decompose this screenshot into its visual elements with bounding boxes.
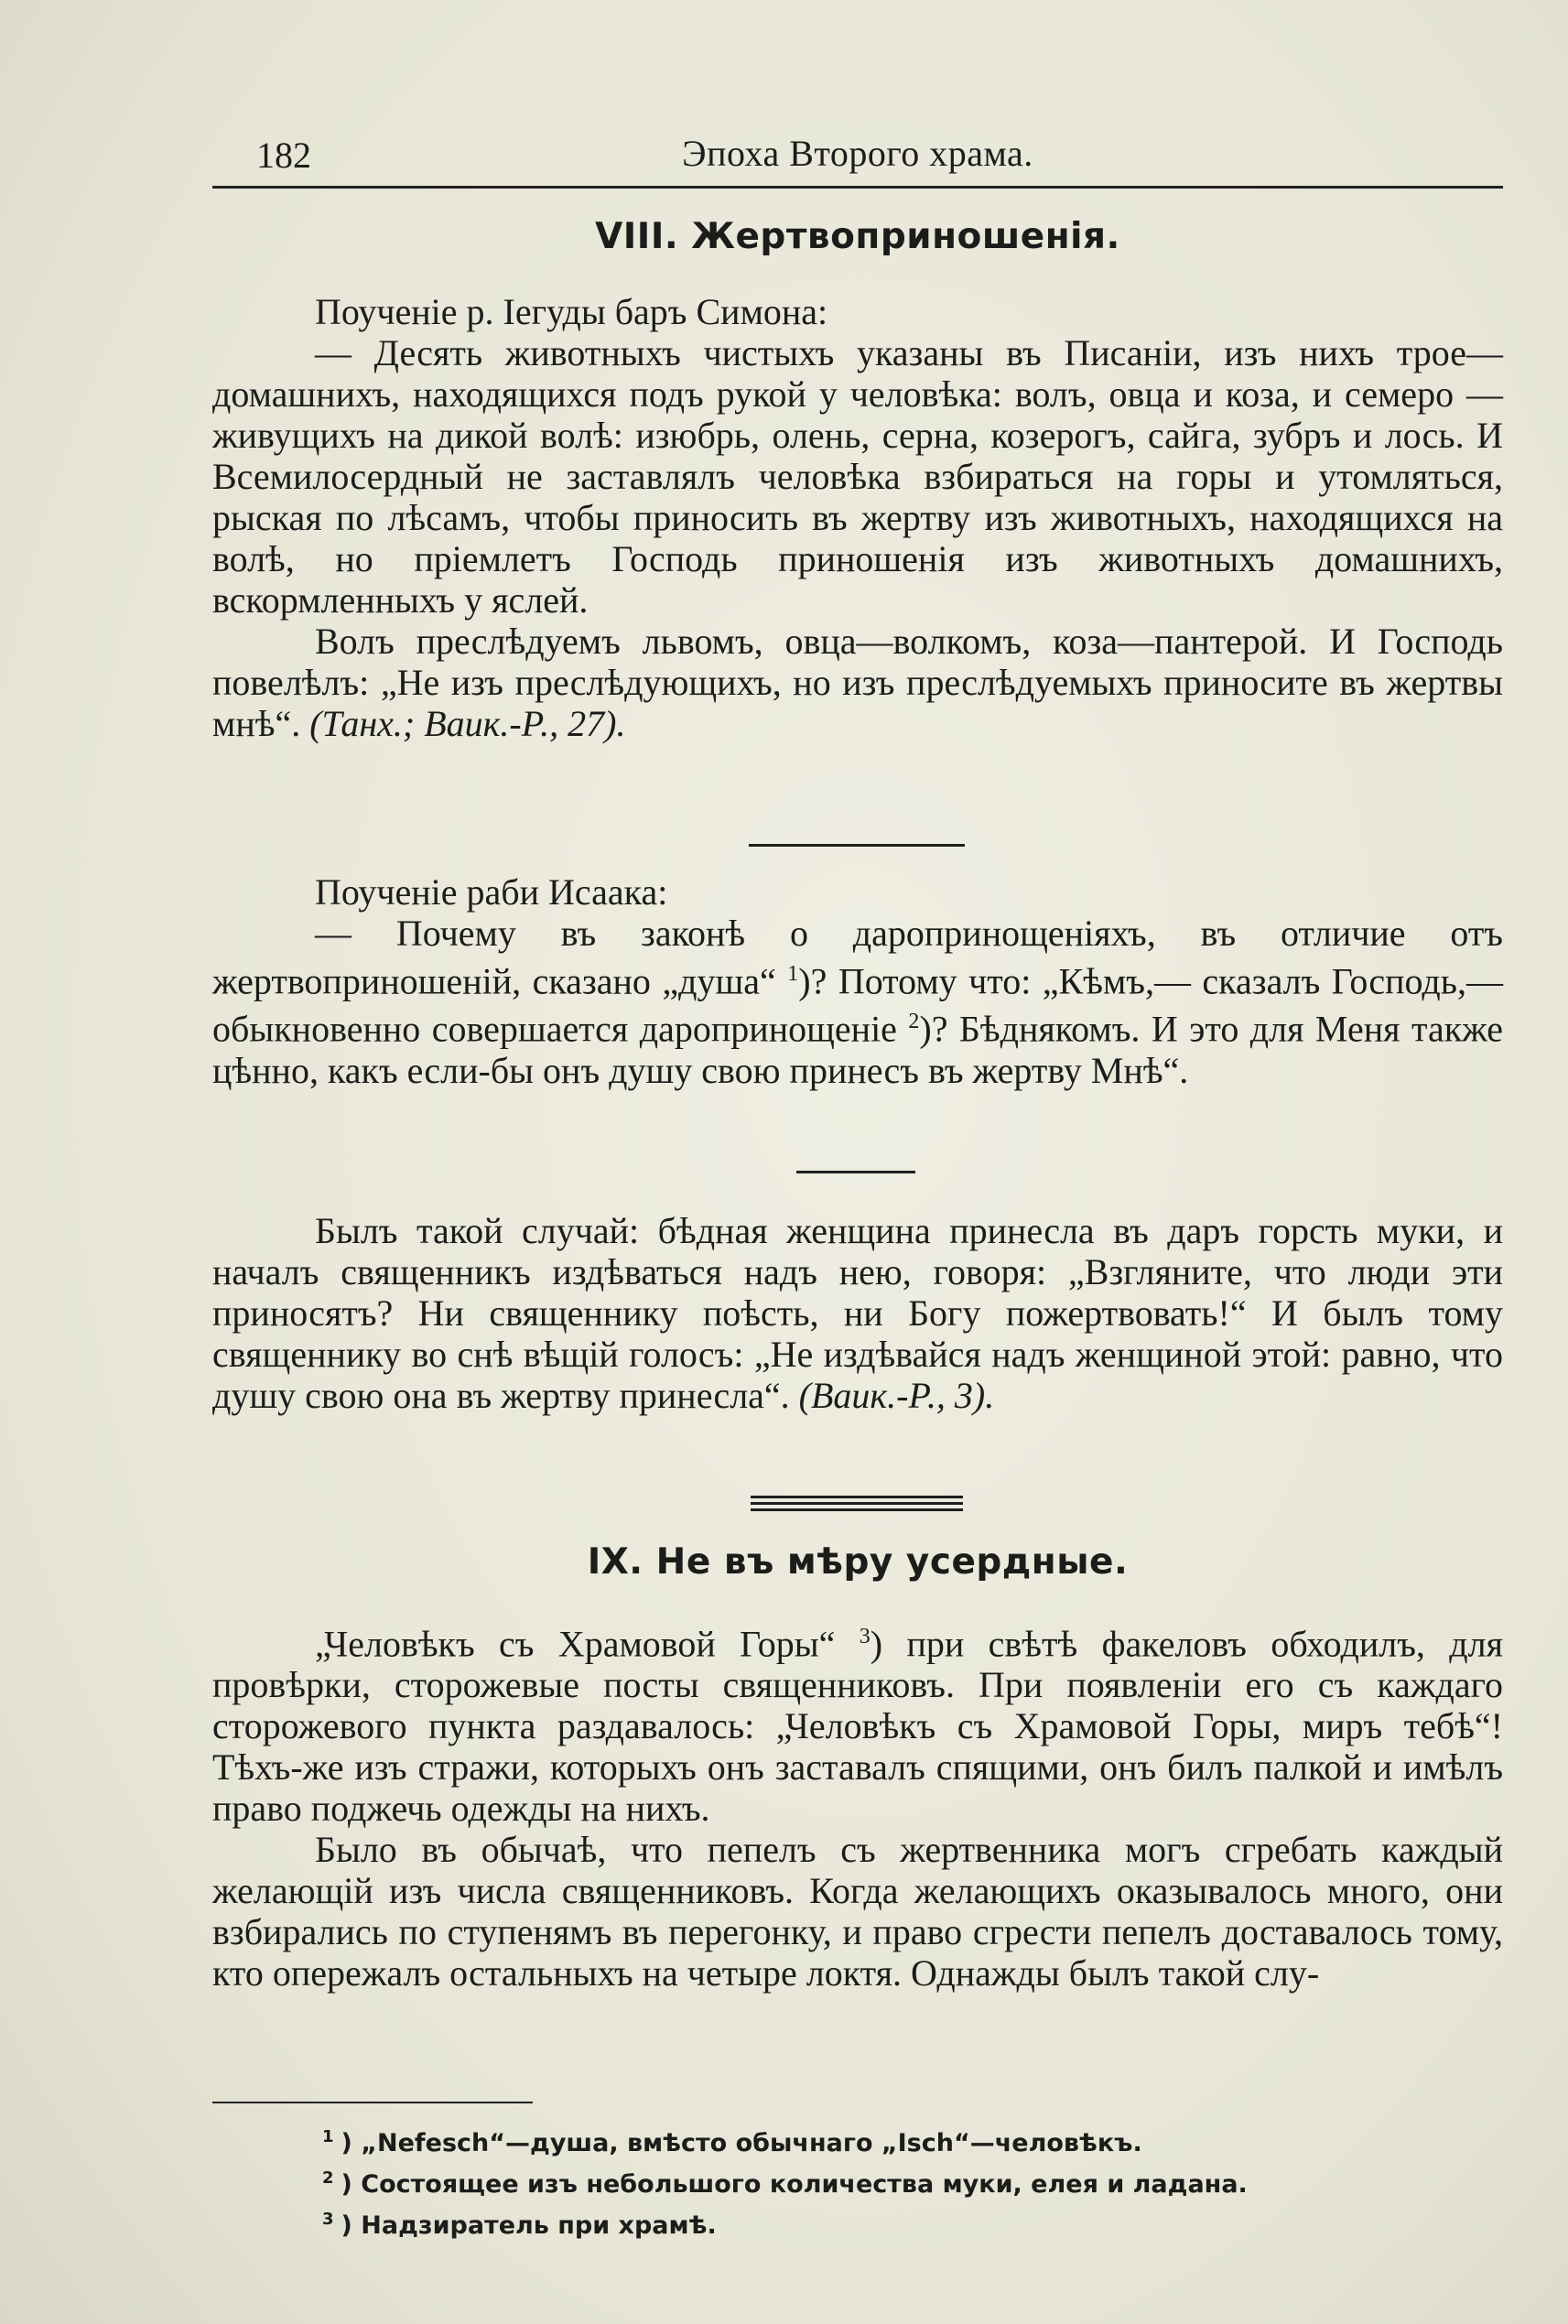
section-divider xyxy=(751,1496,963,1515)
paragraph xyxy=(212,1616,1503,1829)
footnote-ref: 3 xyxy=(859,1625,871,1648)
footnote-text: ) Надзиратель при храмѣ. xyxy=(341,2211,717,2240)
section-ix-body xyxy=(212,1616,1503,1994)
footnote-text: ) „Nefesch“—душа, вмѣсто обычнаго „Isch“—человѣкъ. xyxy=(341,2129,1142,2157)
paragraph-text: Было въ обычаѣ, что пепелъ съ жертвенника могъ сгребать каждый желающій изъ числа священниковъ. Когда желающихъ оказывалось много, они взбирались по ступенямъ въ перегонку, и право сгрести пепелъ доставалось тому, кто опережалъ остальныхъ на четыре локтя. Однажды былъ такой слу- xyxy=(212,1829,1503,1994)
paragraph-text: — Почему въ законѣ о даропринощеніяхъ, въ отличие отъ жертвоприношеній, сказано „душа“ xyxy=(212,913,1503,1002)
footnote xyxy=(322,2202,1494,2243)
paragraph-text: Волъ преслѣдуемъ львомъ, овца—волкомъ, коза—пантерой. И Господь повелѣлъ: „Не изъ преслѣдующихъ, но изъ преслѣдуемыхъ приносите въ жертвы мнѣ“. xyxy=(212,621,1503,744)
paragraph xyxy=(212,332,1503,621)
paragraph xyxy=(212,621,1503,744)
section-viii-part3 xyxy=(212,1210,1503,1416)
paragraph xyxy=(212,291,1503,332)
footnote-ref: 2 xyxy=(908,1010,920,1034)
footnote xyxy=(322,2161,1494,2202)
footnote-mark: 1 xyxy=(322,2127,334,2146)
section-viii-part2 xyxy=(212,871,1503,1091)
section-viii-part1 xyxy=(212,291,1503,744)
paragraph xyxy=(212,871,1503,913)
paragraph-text: Былъ такой случай: бѣдная женщина принесла въ даръ горсть муки, и началъ священникъ издѣваться надъ нею, говоря: „Взгляните, что люди эти приносятъ? Ни священнику поѣсть, ни Богу пожертвовать!“ И былъ тому священнику во снѣ вѣщій голосъ: „Не издѣвайся надъ женщиной этой: равно, что душу свою она въ жертву принесла“. xyxy=(212,1210,1503,1416)
paragraph xyxy=(212,1829,1503,1994)
footnote-mark: 3 xyxy=(322,2210,334,2229)
footnotes xyxy=(322,2120,1494,2243)
citation: (Ваик.-Р., 3). xyxy=(798,1375,995,1416)
footnote-ref: 1 xyxy=(787,962,799,986)
paragraph-text: )? Потому что: „Кѣмъ,— сказалъ Господь,—обыкновенно совершается даропринощеніе xyxy=(212,960,1503,1050)
paragraph-text: )? Бѣднякомъ. И это для Меня также цѣнно, какъ если-бы онъ душу свою принесъ въ жертву Мнѣ“. xyxy=(212,1008,1503,1091)
running-title: Эпоха Второго храма. xyxy=(682,133,1033,174)
footnote xyxy=(322,2120,1494,2161)
separator-rule xyxy=(749,844,965,847)
footnote-text: ) Состоящее изъ небольшого количества муки, елея и ладана. xyxy=(341,2170,1248,2199)
page-header xyxy=(212,128,1503,183)
section-title-ix: IX. Не въ мѣру усердные. xyxy=(587,1541,1129,1583)
footnote-rule xyxy=(212,2102,533,2103)
paragraph-text: „Человѣкъ съ Храмовой Горы“ xyxy=(315,1623,860,1665)
paragraph-text: ) при свѣтѣ факеловъ обходилъ, для провѣрки, сторожевые посты священниковъ. При появленіи его съ каждаго сторожевого пункта раздавалось: „Человѣкъ съ Храмовой Горы, миръ тебѣ“! Тѣхъ-же изъ стражи, которыхъ онъ заставалъ спящими, онъ билъ палкой и имѣлъ право поджечь одежды на нихъ. xyxy=(212,1623,1503,1830)
paragraph-text: Поученіе раби Исаака: xyxy=(315,871,668,913)
footnote-mark: 2 xyxy=(322,2168,334,2188)
paragraph xyxy=(212,913,1503,1091)
paragraph-text: Поученіе р. Іегуды баръ Симона: xyxy=(315,291,828,332)
section-title-viii: VIII. Жертвоприношенія. xyxy=(595,216,1120,257)
paragraph-text: — Десять животныхъ чистыхъ указаны въ Писаніи, изъ нихъ трое—домашнихъ, находящихся подъ рукой у человѣка: волъ, овца и коза, и семеро — живущихъ на дикой волѣ: изюбрь, олень, серна, козерогъ, сайга, зубръ и лось. И Всемилосердный не заставлялъ человѣка взбираться на горы и утомляться, рыская по лѣсамъ, чтобы приносить въ жертву изъ животныхъ, находящихся на волѣ, но пріемлетъ Господь приношенія изъ животныхъ домашнихъ, вскормленныхъ у яслей. xyxy=(212,332,1503,621)
paragraph xyxy=(212,1210,1503,1416)
page-number: 182 xyxy=(256,135,311,176)
separator-rule xyxy=(796,1171,915,1173)
header-rule xyxy=(212,186,1503,189)
citation: (Танх.; Ваик.-Р., 27). xyxy=(309,703,626,744)
